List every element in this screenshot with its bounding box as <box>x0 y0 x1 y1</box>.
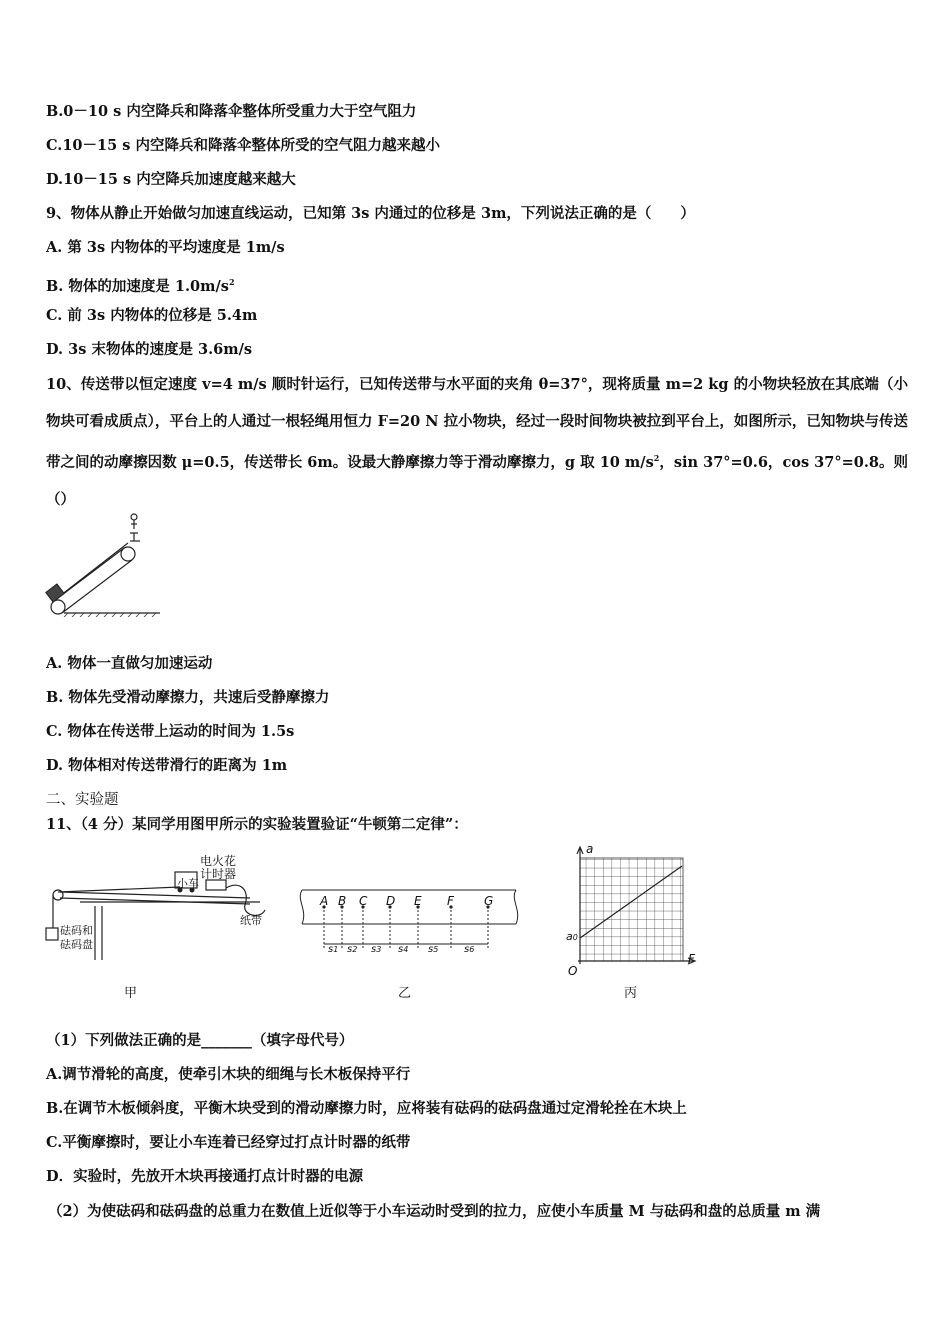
segment-s5-main: s <box>428 944 434 955</box>
tape-point-d: D <box>386 894 396 908</box>
segment-s1-sub: 1 <box>333 945 339 954</box>
q11-part2: （2）为使砝码和砝码盘的总重力在数值上近似等于小车运动时受到的拉力，应使小车质量 M 与砝码和盘的总质量 m 满 <box>48 1203 821 1220</box>
q9-option-b <box>46 272 235 297</box>
q8-option-d: D.10－15 s 内空降兵加速度越来越大 <box>46 171 296 188</box>
graph-origin-label: O <box>568 964 578 978</box>
q10-stem-sup: 2 <box>653 453 660 463</box>
caption-jia: 甲 <box>124 986 138 1001</box>
q11-option-a: A.调节滑轮的高度，使牵引木块的细绳与长木板保持平行 <box>46 1066 411 1083</box>
segment-s4-sub: 4 <box>403 945 409 954</box>
q11-option-b: B.在调节木板倾斜度，平衡木块受到的滑动摩擦力时，应将装有砝码的砝码盘通过定滑轮拴在木块上 <box>46 1100 687 1117</box>
label-weight-line1: 砝码和 <box>60 924 93 937</box>
segment-s2-main: s <box>347 944 353 955</box>
label-tape: 纸带 <box>240 914 262 927</box>
conveyor-belt-figure <box>44 505 164 617</box>
q8-option-c: C.10－15 s 内空降兵和降落伞整体所受的空气阻力越来越小 <box>46 137 440 154</box>
q9-option-c: C. 前 3s 内物体的位移是 5.4m <box>46 307 258 324</box>
tape-point-c: C <box>359 894 368 908</box>
q9-stem: 9、物体从静止开始做匀加速直线运动，已知第 3s 内通过的位移是 3m，下列说法正确的是（ ） <box>46 205 695 222</box>
q10-stem-part1: 10、传送带以恒定速度 v=4 m/s 顺时针运行，已知传送带与水平面的夹角 θ=37°，现将质量 m=2 kg 的小物块轻放在其底端（小物块可看成质点），平台上的人通过一根轻绳用恒力 F=20 N 拉小物块，经过一段时间物块被拉到平台上，如图所示，已知物块与传送带之间的动摩擦因数 μ=0.5，传送带长 6m。设最大静摩擦力等于滑动摩擦力，g 取 10 m/s <box>46 376 908 471</box>
graph-intercept-sub: 0 <box>572 933 578 942</box>
q10-option-c: C. 物体在传送带上运动的时间为 1.5s <box>46 723 295 740</box>
segment-s2-sub: 2 <box>352 945 358 954</box>
q9-option-b-sup: 2 <box>228 277 235 287</box>
figure-yi <box>296 880 522 1000</box>
label-weight-line2: 砝码盘 <box>60 938 93 951</box>
segment-s4-main: s <box>398 944 404 955</box>
q9-option-b-text: B. 物体的加速度是 1.0m/s <box>46 277 229 295</box>
q8-option-b: B.0－10 s 内空降兵和降落伞整体所受重力大于空气阻力 <box>46 103 417 120</box>
tape-point-a: A <box>320 894 329 908</box>
caption-yi: 乙 <box>398 986 412 1001</box>
graph-intercept-label <box>566 930 578 943</box>
segment-s6-sub: 6 <box>469 945 475 954</box>
caption-bing: 丙 <box>624 986 638 1001</box>
segment-s6-main: s <box>464 944 470 955</box>
q11-option-d: D．实验时，先放开木块再接通打点计时器的电源 <box>46 1168 364 1185</box>
tape-point-b: B <box>338 894 347 908</box>
label-car: 小车 <box>177 877 199 890</box>
tape-point-f: F <box>447 894 454 908</box>
segment-s5 <box>428 944 438 955</box>
segment-s2 <box>347 944 357 955</box>
q10-stem-part2: ，sin 37°=0.6，cos 37°=0.8。则（） <box>46 453 908 508</box>
q9-option-a: A. 第 3s 内物体的平均速度是 1m/s <box>46 239 285 256</box>
figure-bing <box>560 842 710 1002</box>
figure-jia <box>40 850 280 1000</box>
segment-s3-sub: 3 <box>376 945 382 954</box>
q11-stem: 11、（4 分）某同学用图甲所示的实验装置验证“牛顿第二定律”： <box>46 816 468 833</box>
q9-option-d: D. 3s 末物体的速度是 3.6m/s <box>46 341 253 358</box>
graph-x-axis-label: F <box>688 952 695 966</box>
segment-s1 <box>328 944 338 955</box>
q11-part1: （1）下列做法正确的是_______（填字母代号） <box>46 1032 354 1049</box>
q11-option-c: C.平衡摩擦时，要让小车连着已经穿过打点计时器的纸带 <box>46 1134 411 1151</box>
q10-stem <box>46 366 908 518</box>
tape-point-g: G <box>484 894 494 908</box>
segment-s6 <box>464 944 474 955</box>
segment-s3-main: s <box>371 944 377 955</box>
q10-option-a: A. 物体一直做匀加速运动 <box>46 655 213 672</box>
segment-s1-main: s <box>328 944 334 955</box>
graph-y-axis-label: a <box>586 842 594 856</box>
graph-intercept-main: a <box>566 930 573 943</box>
label-timer-line1: 电火花 <box>200 854 237 868</box>
label-timer-line2: 计时器 <box>200 867 237 881</box>
tape-point-e: E <box>414 894 422 908</box>
segment-s5-sub: 5 <box>433 945 439 954</box>
segment-s4 <box>398 944 408 955</box>
q10-option-b: B. 物体先受滑动摩擦力，共速后受静摩擦力 <box>46 689 330 706</box>
section-title: 二、实验题 <box>46 792 119 808</box>
q10-option-d: D. 物体相对传送带滑行的距离为 1m <box>46 757 288 774</box>
segment-s3 <box>371 944 381 955</box>
